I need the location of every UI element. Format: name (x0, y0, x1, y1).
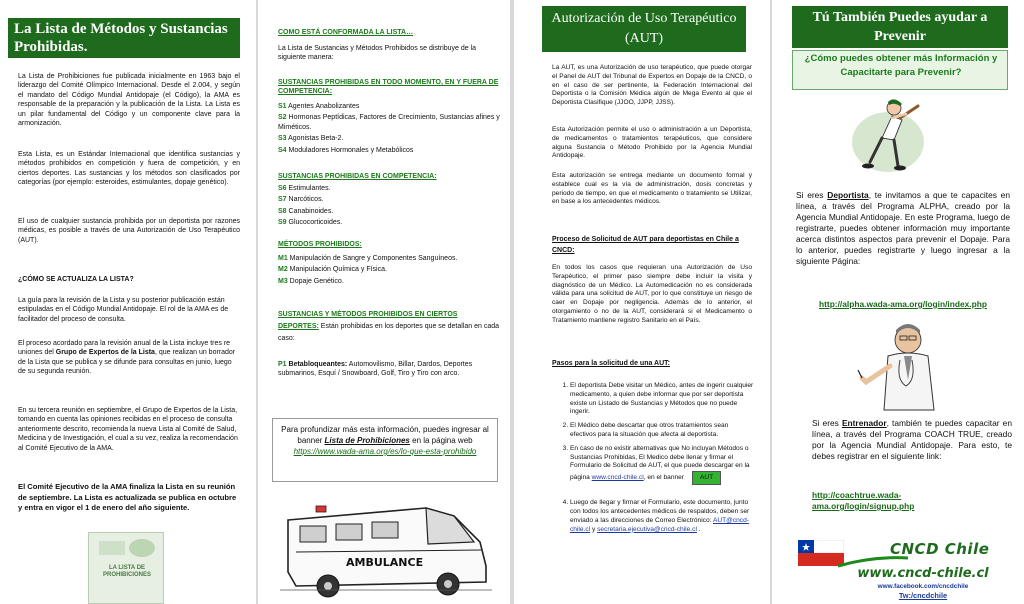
update-p3: En su tercera reunión en septiembre, el Grupo de Expertos de la Lista, tomando en cuenta las opiniones recibidas en el proceso de consulta anteriormente descrito, recomienda la nueva Lista al Comité de Salud, Medicina y de Investigación, el cual a su vez, realiza la recomendación al Comité Ejecutivo de la AMA. (18, 407, 238, 452)
competencia-text: Canabinoides. (286, 207, 334, 215)
todo-momento-heading: SUSTANCIAS PROHIBIDAS EN TODO MOMENTO, EN Y FUERA DE COMPETENCIA: (278, 79, 499, 96)
metodos-item (278, 254, 500, 263)
cncd-link[interactable]: www.cncd-chile.cl (591, 474, 644, 482)
metodos-list (278, 254, 500, 288)
update-p4: El Comité Ejecutivo de la AMA finaliza la Lista en su reunión de septiembre. La Lista es actualizada se publica en octubre y entra en vigor el 1 de enero del año siguiente. (18, 482, 237, 512)
competencia-item (278, 184, 500, 193)
ambulance-illustration (276, 486, 496, 598)
info-box (272, 418, 498, 482)
baseball-player-illustration (844, 92, 934, 178)
aut-p3: Esta autorización se entrega mediante un documento formal y establece cual es la vía de administración, dosis concretas y periodo de tiempo, en que el medicamento o tratamiento se Utilizar, en base a los antecedentes médicos. (552, 172, 752, 206)
pasos-heading: Pasos para la solicitud de una AUT: (552, 360, 670, 367)
ambulance-label: AMBULANCE (346, 556, 424, 569)
p1-code: P1 (278, 361, 287, 368)
metodos-code: M3 (278, 277, 288, 285)
proceso-p: En todos los casos que requieran una Autorización de Uso Terapéutico, el primer paso siempre debe incluir la visita y diagnóstico de un Médico. La Automedicación no es considerada válida para una solicitud de AUT, por lo que constituye un riesgo de caer en Dopaje por negligencia. Además de lo anterior, el otorgamiento o no de la AUT, considerará si el Medicamento o Tratamiento mantiene registro Sanitario en el País. (552, 264, 752, 324)
entrenador-label: Entrenador (841, 418, 887, 428)
entrenador-text-b: , también te puedes capacitar en línea, a través del Programa COACH TRUE, creado por la Agencia Mundial Antidopaje. Para esto, te debes registrar en el siguiente link: (812, 418, 1012, 461)
panel-aut (514, 0, 770, 604)
step-4-text-c: . (696, 525, 701, 533)
entrenador-text-a: Si eres (812, 418, 842, 428)
secretaria-email-link[interactable]: secretaria.ejecutiva@cncd-chile.cl (597, 525, 697, 533)
cncd-brand-text: CNCD Chile (890, 540, 990, 558)
competencia-text: Narcóticos. (286, 196, 324, 204)
step-3-text-b: , en el banner (643, 474, 685, 482)
update-p2-c: , que realizan un borrador de la Lista que se publica y se difunde para consultas en junio, luego de su segunda reunión. (18, 349, 236, 376)
proceso-heading: Proceso de Solicitud de AUT para deportistas en Chile a CNCD: (552, 236, 739, 254)
lista-prohibiciones-banner-link[interactable]: Lista de Prohibiciones (324, 436, 410, 445)
info-box-text-b: en la página web (409, 436, 473, 445)
aut-title: Autorización de Uso Terapéutico (AUT) (542, 6, 746, 52)
p1-label: Betabloqueantes: (286, 361, 348, 368)
lista-intro-p2: Esta Lista, es un Estándar Internacional que identifica sustancias y métodos prohibidos en competición y fuera de competición, y en ciertos deportes. Las sustancias y los métodos son clasificados por categorías (por ejemplo: esteroides, estimulantes, dopaje genético). (18, 151, 240, 187)
competencia-code: S9 (278, 219, 287, 227)
metodos-item (278, 277, 500, 286)
todo-momento-code: S1 (278, 103, 287, 110)
todo-momento-item (278, 113, 500, 132)
todo-momento-text: Hormonas Peptídicas, Factores de Crecimiento, Sustancias afines y Miméticos. (278, 114, 500, 131)
ciertos-heading: SUSTANCIAS Y MÉTODOS PROHIBIDOS EN CIERTOS DEPORTES: (278, 311, 458, 330)
update-heading: ¿CÓMO SE ACTUALIZA LA LISTA? (18, 276, 134, 283)
metodos-item (278, 265, 500, 274)
todo-momento-code: S2 (278, 114, 287, 122)
todo-momento-item (278, 102, 500, 111)
todo-momento-item (278, 146, 500, 155)
p1-text: Automovilismo, Billar, Dardos, Deportes submarinos, Esquí / Snowboard, Golf, Tiro y Tiro con arco. (278, 361, 473, 378)
competencia-code: S7 (278, 196, 287, 204)
ciertos-deportes (278, 309, 500, 345)
competencia-heading: SUSTANCIAS PROHIBIDAS EN COMPETENCIA: (278, 173, 437, 180)
competencia-text: Glucocorticoides. (286, 219, 343, 227)
doctor-illustration (856, 320, 948, 416)
thumbnail-graphic-2 (129, 539, 155, 557)
step-4-text: Luego de llegar y firmar el Formulario, este documento, junto con todos los antecedentes médicos de respaldos, deben ser enviado a las direcciones de Correo Electrónico: (570, 499, 750, 524)
metodos-code: M2 (278, 266, 288, 274)
update-p2 (18, 339, 240, 377)
deportista-label: Deportista (827, 190, 869, 200)
ciertos-text: Están prohibidas en los deportes que se detallan en cada caso: (278, 323, 500, 342)
deportista-text (796, 190, 1010, 267)
pasos-list (554, 382, 754, 539)
panel-conformada (258, 0, 510, 604)
todo-momento-text: Agonistas Beta-2. (286, 135, 344, 143)
metodos-text: Manipulación de Sangre y Componentes Sanguíneos. (287, 255, 458, 262)
coach-link[interactable]: http://coachtrue.wada-ama.org/login/signup.php (812, 490, 915, 511)
metodos-code: M1 (278, 255, 288, 262)
step-4 (570, 499, 754, 534)
aut-banner-button[interactable]: AUT (692, 471, 721, 485)
entrenador-text (812, 418, 1012, 462)
competencia-code: S8 (278, 207, 287, 215)
thumbnail-graphic (99, 541, 125, 555)
lista-prohibiciones-thumbnail (88, 532, 164, 604)
lista-intro-p1: La Lista de Prohibiciones fue publicada inicialmente en 1963 bajo el liderazgo del Comité Olímpico Internacional. Desde el 2.004, y según el mandato del Código Mundial Antidopaje (el Código), la AMA es responsable de la preparación y la publicación de la Lista. La Lista es un pilar fundamental del Código y un componente clave para la armonización. (18, 73, 240, 128)
competencia-text: Estimulantes. (286, 185, 331, 192)
todo-momento-code: S4 (278, 146, 287, 154)
deportista-text-a: Si eres (796, 190, 828, 200)
wada-prohibido-link[interactable]: https://www.wada-ama.org/es/lo-que-esta-prohibido (293, 447, 477, 456)
competencia-item (278, 218, 500, 227)
twitter-text: Tw:/cncdchile (898, 591, 948, 600)
competencia-item (278, 207, 500, 216)
step-1: 1. El deportista Debe visitar un Médico, antes de ingerir cualquier medicamento, a quien debe informar que por ser deportista existe un Listado de Sustancias y Métodos que no puede ingerir. (570, 382, 754, 417)
thumbnail-caption: LA LISTA DE PROHIBICIONES (102, 565, 151, 578)
step-4-text-b: y (590, 525, 598, 533)
panel-prevenir (772, 0, 1024, 604)
metodos-text: Dopaje Genético. (287, 277, 344, 285)
info-box-text-a: Para profundizar más esta información, puedes ingresar al banner (281, 425, 489, 445)
todo-momento-text: Agentes Anabolizantes (286, 103, 360, 110)
step-3-text: En caso de no existir alternativas que No incluyan Métodos o Sustancias Prohibidas, El Medico debe llenar y firmar el Formulario de Solicitud de AUT, el que puede descargar en la página (570, 444, 750, 482)
aut-p1: La AUT, es una Autorización de uso terapéutico, que puede otorgar el Panel de AUT del Tribunal de Expertos en Dopaje de la CNCD, o en el caso de ser pertinente, la Federación Internacional del Deportista o la Comisión Médica algún de Mega Evento al que el Deportista Clasifique (JJOO, JJPP, JJSS). (552, 64, 752, 107)
todo-momento-text: Moduladores Hormonales y Metabólicos (286, 146, 414, 154)
panel-lista-prohibida (0, 0, 256, 604)
aut-email-link[interactable]: AUT@cncd-chile.cl (570, 516, 749, 533)
competencia-item (278, 195, 500, 204)
step-3 (570, 445, 754, 485)
p1-betabloqueantes (278, 360, 500, 379)
alpha-link[interactable]: http://alpha.wada-ama.org/login/index.php (819, 299, 987, 309)
todo-momento-list (278, 102, 500, 157)
metodos-text: Manipulación Química y Física. (287, 266, 387, 274)
competencia-code: S6 (278, 185, 287, 192)
prevenir-question: ¿Cómo puedes obtener más Información y Capacitarte para Prevenir? (804, 53, 998, 78)
competencia-list (278, 184, 500, 230)
facebook-text: www.facebook.com/cncdchile (877, 583, 969, 590)
website-text: www.cncd-chile.cl (857, 566, 989, 581)
update-p2-a: El proceso acordado para la revisión anual de la Lista incluye tres re uniones del (18, 340, 231, 357)
todo-momento-item (278, 134, 500, 143)
update-p1: La guía para la revisión de la Lista y su posterior publicación están estipuladas en el Código Mundial Antidopaje. El rol de la AMA es de facilitador del proceso de consulta. (18, 297, 229, 323)
todo-momento-code: S3 (278, 135, 287, 143)
deportista-text-b: , te invitamos a que te capacites en línea, a través del Programa ALPHA, creado por la Agencia Mundial Antidopaje. En este Programa, luego de registrarte, puedes obtener información muy importante acerca distintos aspectos para prevenir el Dopaje. Para lo anterior, puedes registrarte y luego ingresar a la siguiente Página: (796, 190, 1010, 266)
aut-p2: Esta Autorización permite el uso o administración a un Deportista, de medicamentos o tratamientos terapéuticos, que considere alguna Sustancia o Método Prohibido por la Agencia Mundial Antidopaje. (552, 126, 752, 160)
lista-title: La Lista de Métodos y Sustancias Prohibidas. (8, 18, 240, 58)
metodos-heading: MÉTODOS PROHIBIDOS: (278, 241, 362, 248)
step-2: 2. El Médico debe descartar que otros tratamientos sean efectivos para la situación que afecta al deportista. (570, 422, 754, 440)
conformada-heading: COMO ESTÁ CONFORMADA LA LISTA… (278, 29, 414, 36)
lista-intro-p3: El uso de cualquier sustancia prohibida por un deportista por razones médicas, es posible a través de una Autorización de Uso Terapéutico (AUT). (18, 218, 240, 244)
conformada-intro: La Lista de Sustancias y Métodos Prohibidos se distribuye de la siguiente manera: (278, 45, 477, 62)
grupo-expertos-label: Grupo de Expertos de la Lista (55, 349, 155, 357)
prevenir-title: Tú También Puedes ayudar a Prevenir (792, 6, 1008, 48)
